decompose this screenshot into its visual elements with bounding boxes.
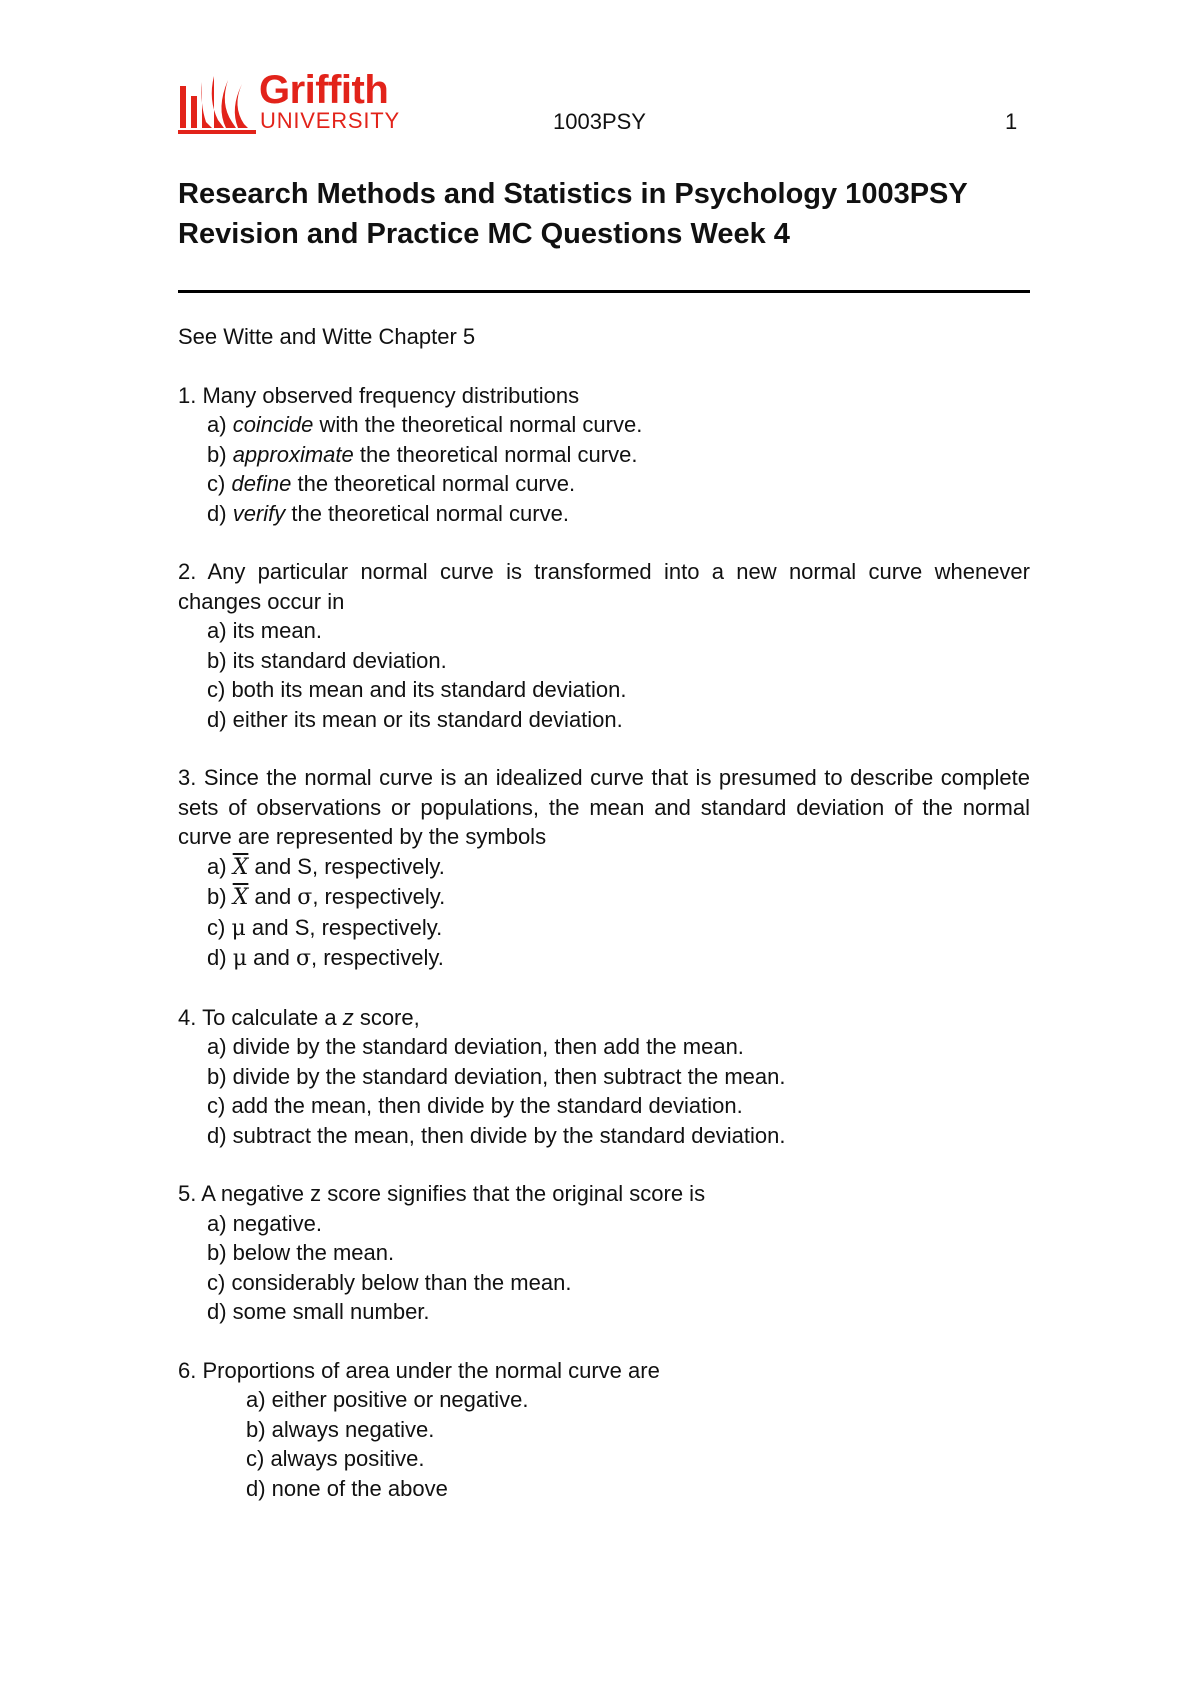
option-text: and S, respectively. — [245, 914, 443, 940]
title-line-1: Research Methods and Statistics in Psychology 1003PSY — [178, 178, 968, 210]
stem-emphasis: z — [342, 1004, 354, 1030]
question-4-stem — [178, 1003, 1030, 1033]
question-2-option-b: b) its standard deviation. — [207, 647, 447, 673]
question-2-option-a: a) its mean. — [207, 618, 322, 643]
question-5 — [178, 1179, 1030, 1327]
option-label: c) — [207, 471, 232, 496]
sigma-symbol: σ — [297, 885, 313, 910]
question-3-option-c — [178, 913, 1030, 944]
question-3-option-d — [178, 943, 1030, 974]
question-6-option-c: c) always positive. — [246, 1446, 425, 1471]
griffith-flame-icon — [178, 74, 258, 134]
page-number: 1 — [1005, 109, 1018, 134]
question-5-option-b: b) below the mean. — [207, 1240, 395, 1265]
question-6 — [178, 1356, 1030, 1504]
option-label: a) — [207, 412, 233, 437]
x-bar-symbol: $\overline{X}$ — [232, 854, 249, 880]
option-label: d) — [207, 945, 233, 970]
question-3 — [178, 763, 1030, 974]
question-1-stem: 1. Many observed frequency distributions — [178, 382, 580, 408]
question-5-stem: 5. A negative z score signifies that the original score is — [178, 1181, 706, 1206]
header-course-code: 1003PSY — [553, 109, 646, 134]
title-line-2: Revision and Practice MC Questions Week 4 — [178, 218, 790, 250]
option-label: d) — [207, 500, 233, 526]
option-label: a) — [207, 853, 233, 879]
option-label: b) — [207, 441, 233, 467]
option-text: , respectively. — [310, 945, 444, 970]
question-1 — [178, 381, 1030, 529]
question-2-option-d: d) either its mean or its standard deviation. — [207, 706, 623, 732]
option-text: the theoretical normal curve. — [291, 471, 576, 496]
griffith-logo — [178, 68, 418, 134]
question-6-option-b: b) always negative. — [246, 1416, 435, 1442]
option-text: and — [247, 945, 296, 970]
mu-symbol: μ — [232, 946, 247, 971]
option-emphasis: verify — [232, 500, 286, 526]
question-2-stem: 2. Any particular normal curve is transformed into a new normal curve whenever changes occur in — [178, 559, 1030, 614]
stem-text: 4. To calculate a — [178, 1004, 343, 1030]
stem-text: score, — [353, 1004, 420, 1030]
question-3-option-b — [178, 882, 1030, 913]
question-1-option-b — [178, 440, 1030, 470]
question-1-option-d — [178, 499, 1030, 529]
document-title — [178, 174, 968, 254]
logo-wordmark-university: UNIVERSITY — [260, 108, 401, 133]
option-label: b) — [207, 884, 233, 909]
question-6-option-a: a) either positive or negative. — [246, 1387, 529, 1412]
sigma-symbol: σ — [295, 946, 311, 971]
question-1-option-a — [178, 410, 1030, 440]
question-4-option-d: d) subtract the mean, then divide by the standard deviation. — [207, 1122, 786, 1148]
document-body — [178, 322, 1030, 1532]
question-6-option-d: d) none of the above — [246, 1475, 448, 1501]
option-emphasis: coincide — [232, 412, 314, 437]
question-4-option-c: c) add the mean, then divide by the standard deviation. — [207, 1093, 743, 1118]
question-6-stem: 6. Proportions of area under the normal curve are — [178, 1357, 660, 1383]
question-3-option-a — [178, 852, 1030, 883]
option-text: , respectively. — [312, 884, 446, 909]
title-divider — [178, 290, 1030, 293]
question-5-option-c: c) considerably below than the mean. — [207, 1269, 572, 1295]
option-text: with the theoretical normal curve. — [313, 412, 643, 437]
question-4-option-a: a) divide by the standard deviation, then add the mean. — [207, 1034, 744, 1059]
option-label: c) — [207, 914, 232, 940]
logo-wordmark-griffith: Griffith — [259, 68, 389, 112]
question-5-option-d: d) some small number. — [207, 1299, 430, 1324]
question-3-stem: 3. Since the normal curve is an idealized curve that is presumed to describe complete sets of observations or populations, the mean and standard deviation of the normal curve are represented by the symbols — [178, 765, 1030, 849]
option-text: the theoretical normal curve. — [353, 441, 638, 467]
option-emphasis: define — [231, 471, 292, 496]
option-text: the theoretical normal curve. — [285, 500, 569, 526]
question-5-option-a: a) negative. — [207, 1210, 322, 1236]
option-text: and S, respectively. — [248, 853, 445, 879]
option-emphasis: approximate — [232, 441, 354, 467]
question-1-option-c — [178, 469, 1030, 499]
question-4 — [178, 1003, 1030, 1151]
question-2 — [178, 557, 1030, 734]
question-4-option-b: b) divide by the standard deviation, then subtract the mean. — [207, 1063, 786, 1089]
x-bar-symbol: $\overline{X}$ — [232, 885, 249, 910]
reading-reference: See Witte and Witte Chapter 5 — [178, 324, 476, 349]
question-2-option-c: c) both its mean and its standard deviation. — [207, 677, 627, 702]
option-text: and — [248, 884, 298, 909]
mu-symbol: μ — [231, 915, 246, 941]
